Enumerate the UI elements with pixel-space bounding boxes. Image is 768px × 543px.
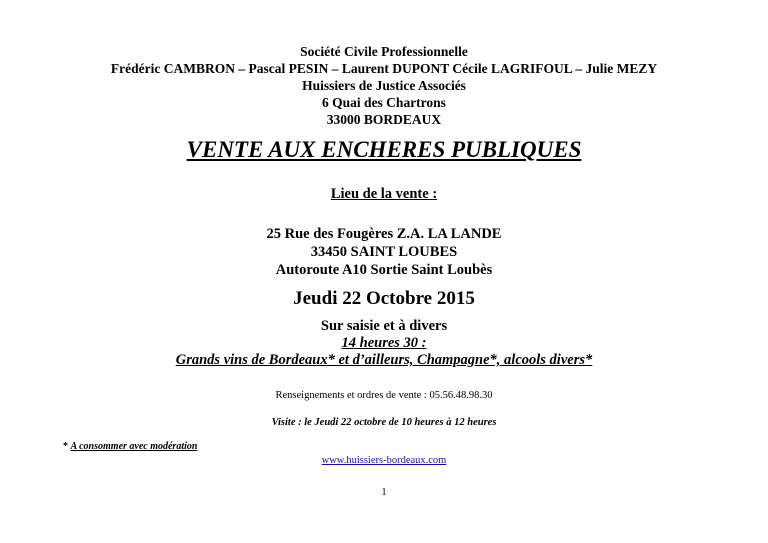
firm-city: 33000 BORDEAUX: [326, 112, 442, 127]
location-label: Lieu de la vente :: [330, 186, 438, 202]
address-street: 25 Rue des Fougères Z.A. LA LANDE: [266, 226, 502, 242]
firm-street: 6 Quai des Chartrons: [322, 95, 446, 110]
address-directions: Autoroute A10 Sortie Saint Loubès: [275, 262, 493, 278]
visit-info: Visite : le Jeudi 22 octobre de 10 heures à 12 heures: [271, 417, 497, 428]
page-title: VENTE AUX ENCHERES PUBLIQUES: [186, 137, 582, 162]
sale-type: Sur saisie et à divers: [320, 318, 448, 334]
footnote-star: *: [63, 441, 71, 452]
website-link[interactable]: www.huissiers-bordeaux.com: [321, 455, 447, 466]
firm-title: Huissiers de Justice Associés: [302, 78, 466, 93]
sale-lots: Grands vins de Bordeaux* et d’ailleurs, Champagne*, alcools divers*: [175, 352, 593, 368]
footnote: [63, 441, 197, 452]
firm-type: Société Civile Professionnelle: [300, 44, 468, 59]
partners-names: Frédéric CAMBRON – Pascal PESIN – Laurent DUPONT Cécile LAGRIFOUL – Julie MEZY: [110, 61, 658, 76]
contact-info: Renseignements et ordres de vente : 05.56.48.98.30: [275, 390, 493, 401]
sale-time: 14 heures 30 :: [341, 335, 427, 351]
website-row: [0, 455, 768, 466]
footnote-text: A consommer avec modération: [70, 441, 198, 452]
sale-date: Jeudi 22 Octobre 2015: [293, 288, 475, 309]
page-number: 1: [381, 487, 387, 498]
address-city: 33450 SAINT LOUBES: [310, 244, 458, 260]
